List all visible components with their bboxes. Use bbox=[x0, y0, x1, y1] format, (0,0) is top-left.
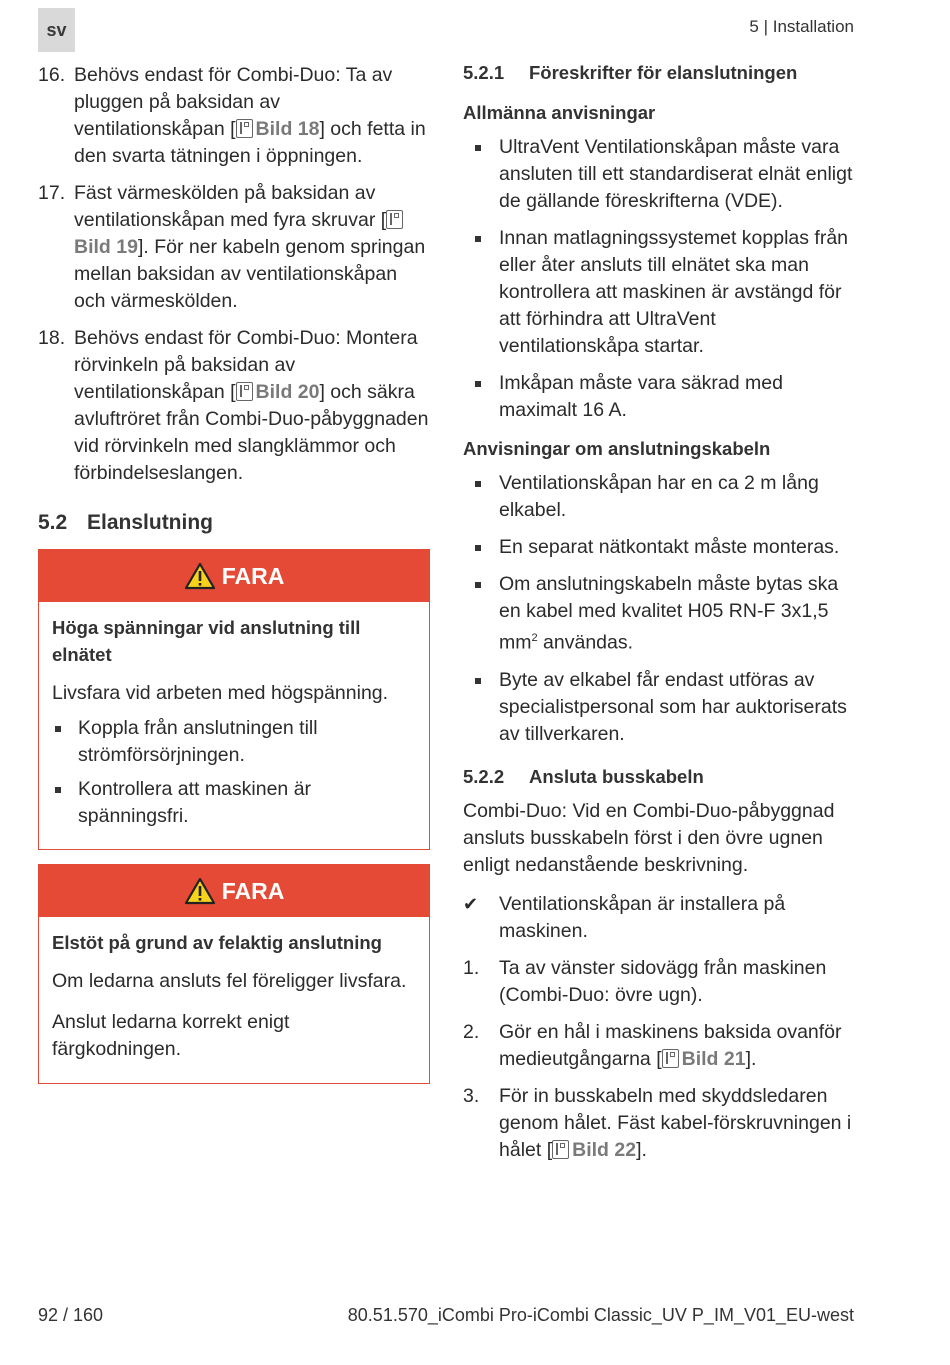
figure-reference-icon bbox=[662, 1049, 679, 1068]
instruction-item: Byte av elkabel får endast utföras av specialistpersonal som har auktoriserats av tillverkaren. bbox=[463, 667, 858, 748]
instruction-item: Ventilationskåpan har en ca 2 m lång elkabel. bbox=[463, 470, 858, 524]
subsection-heading bbox=[463, 766, 858, 788]
figure-link[interactable]: Bild 19 bbox=[74, 236, 138, 258]
danger-title: Elstöt på grund av felaktig anslutning bbox=[52, 932, 382, 953]
cable-instructions-heading: Anvisningar om anslutningskabeln bbox=[463, 438, 771, 459]
figure-reference-icon bbox=[236, 119, 253, 138]
step-18 bbox=[38, 325, 430, 487]
step-text: Behövs endast för Combi-Duo: Ta av pluggen på baksidan av ventilationskåpan [ bbox=[74, 64, 393, 140]
instruction-item: En separat nätkontakt måste monteras. bbox=[463, 534, 858, 561]
bus-cable-steps bbox=[463, 955, 858, 1164]
danger-action-item: Koppla från anslutningen till strömförsörjningen. bbox=[52, 715, 416, 769]
left-column bbox=[38, 62, 430, 1098]
cable-instructions-list bbox=[463, 470, 858, 748]
step-number: 17. bbox=[38, 182, 66, 204]
instruction-item: Innan matlagningssystemet kopplas från eller åter ansluts till elnätet ska man kontrollera att maskinen är avstängd för att förhindra att UltraVent ventilationskåpa startar. bbox=[463, 225, 858, 360]
warning-triangle-icon bbox=[184, 562, 216, 590]
step-17 bbox=[38, 180, 430, 315]
step-number: 2. bbox=[463, 1020, 480, 1043]
step-text: Behövs endast för Combi-Duo: Montera rörvinkeln på baksidan av ventilationskåpan [ bbox=[74, 327, 418, 403]
subsection-title: Föreskrifter för elanslutningen bbox=[529, 62, 798, 83]
step-text-end: ]. bbox=[636, 1138, 647, 1161]
subsection-heading bbox=[463, 62, 858, 84]
precondition-text: Ventilationskåpan är installera på maskinen. bbox=[499, 892, 786, 942]
step-16 bbox=[38, 62, 430, 170]
step-number: 16. bbox=[38, 64, 66, 86]
danger-label: FARA bbox=[221, 877, 285, 904]
installation-steps-list bbox=[38, 62, 430, 487]
figure-link[interactable]: Bild 20 bbox=[255, 381, 320, 403]
subsection-number: 5.2.1 bbox=[463, 62, 505, 83]
check-icon: ✔ bbox=[463, 893, 479, 914]
step-text: Gör en hål i maskinens baksida ovanför medieutgångarna [ bbox=[499, 1020, 842, 1070]
danger-label: FARA bbox=[221, 562, 285, 589]
danger-body bbox=[39, 602, 429, 849]
general-instructions-list bbox=[463, 134, 858, 424]
figure-reference-icon bbox=[552, 1140, 569, 1159]
step-text: För in busskabeln med skyddsledaren genom hålet. Fäst kabel-förskruvningen i hålet [ bbox=[499, 1084, 852, 1161]
precondition-item bbox=[463, 891, 858, 945]
superscript: 2 bbox=[531, 632, 538, 644]
danger-text: Om ledarna ansluts fel föreligger livsfara. bbox=[52, 970, 407, 992]
danger-box-1 bbox=[38, 549, 430, 850]
danger-header bbox=[39, 865, 429, 917]
page-number: 92 / 160 bbox=[38, 1305, 104, 1325]
danger-box-2 bbox=[38, 864, 430, 1084]
step-1 bbox=[463, 955, 858, 1009]
danger-text: Livsfara vid arbeten med högspänning. bbox=[52, 682, 389, 704]
danger-title: Höga spänningar vid anslutning till elnätet bbox=[52, 617, 361, 665]
intro-paragraph: Combi-Duo: Vid en Combi-Duo-påbyggnad ansluts busskabeln först i den övre ugnen enligt nedanstående beskrivning. bbox=[463, 799, 835, 876]
figure-reference-icon bbox=[386, 210, 403, 229]
instruction-text-end: användas. bbox=[537, 631, 634, 654]
section-number: 5.2 bbox=[38, 511, 68, 534]
section-title: Elanslutning bbox=[87, 511, 213, 534]
step-text: Fäst värmeskölden på baksidan av ventilationskåpan med fyra skruvar [ bbox=[74, 182, 387, 231]
right-column bbox=[463, 62, 858, 1174]
warning-triangle-icon bbox=[184, 877, 216, 905]
general-instructions-heading: Allmänna anvisningar bbox=[463, 102, 656, 123]
figure-reference-icon bbox=[236, 382, 253, 401]
instruction-text: Om anslutningskabeln måste bytas ska en kabel med kvalitet H05 RN-F 3x1,5 mm bbox=[499, 573, 839, 654]
document-id: 80.51.570_iCombi Pro-iCombi Classic_UV P_IM_V01_EU-west bbox=[347, 1305, 854, 1325]
step-number: 1. bbox=[463, 956, 480, 979]
figure-link[interactable]: Bild 22 bbox=[572, 1138, 637, 1161]
figure-link[interactable]: Bild 21 bbox=[681, 1047, 746, 1070]
danger-body bbox=[39, 917, 429, 1083]
subsection-number: 5.2.2 bbox=[463, 765, 505, 787]
danger-actions bbox=[52, 715, 416, 830]
figure-link[interactable]: Bild 18 bbox=[255, 118, 320, 140]
step-text-end: ]. För ner kabeln genom springan mellan baksidan av ventilationskåpan och värmeskölden. bbox=[74, 236, 426, 312]
step-3 bbox=[463, 1083, 858, 1164]
step-text-end: ] och fetta in den svarta tätningen i öppningen. bbox=[74, 118, 426, 167]
danger-action-item: Kontrollera att maskinen är spänningsfri. bbox=[52, 776, 416, 830]
subsection-title: Ansluta busskabeln bbox=[529, 765, 704, 787]
section-heading bbox=[38, 511, 430, 535]
instruction-item: Imkåpan måste vara säkrad med maximalt 16 A. bbox=[463, 370, 858, 424]
running-header: 5 | Installation bbox=[749, 17, 854, 36]
instruction-item: UltraVent Ventilationskåpan måste vara ansluten till ett standardiserat elnät enligt de gällande föreskrifterna (VDE). bbox=[463, 134, 858, 215]
step-text-end: ]. bbox=[745, 1047, 757, 1070]
step-number: 3. bbox=[463, 1084, 480, 1107]
step-text-end: ] och säkra avluftröret från Combi-Duo-påbyggnaden vid rörvinkeln med slangklämmor och förbindelseslangen. bbox=[74, 381, 429, 484]
step-2 bbox=[463, 1019, 858, 1073]
language-badge bbox=[38, 8, 75, 52]
instruction-item bbox=[463, 571, 858, 657]
language-code: sv bbox=[46, 19, 67, 40]
step-text: Ta av vänster sidovägg från maskinen (Combi-Duo: övre ugn). bbox=[499, 956, 827, 1006]
danger-text: Anslut ledarna korrekt enigt färgkodningen. bbox=[52, 1011, 290, 1060]
danger-header bbox=[39, 550, 429, 602]
step-number: 18. bbox=[38, 327, 66, 349]
